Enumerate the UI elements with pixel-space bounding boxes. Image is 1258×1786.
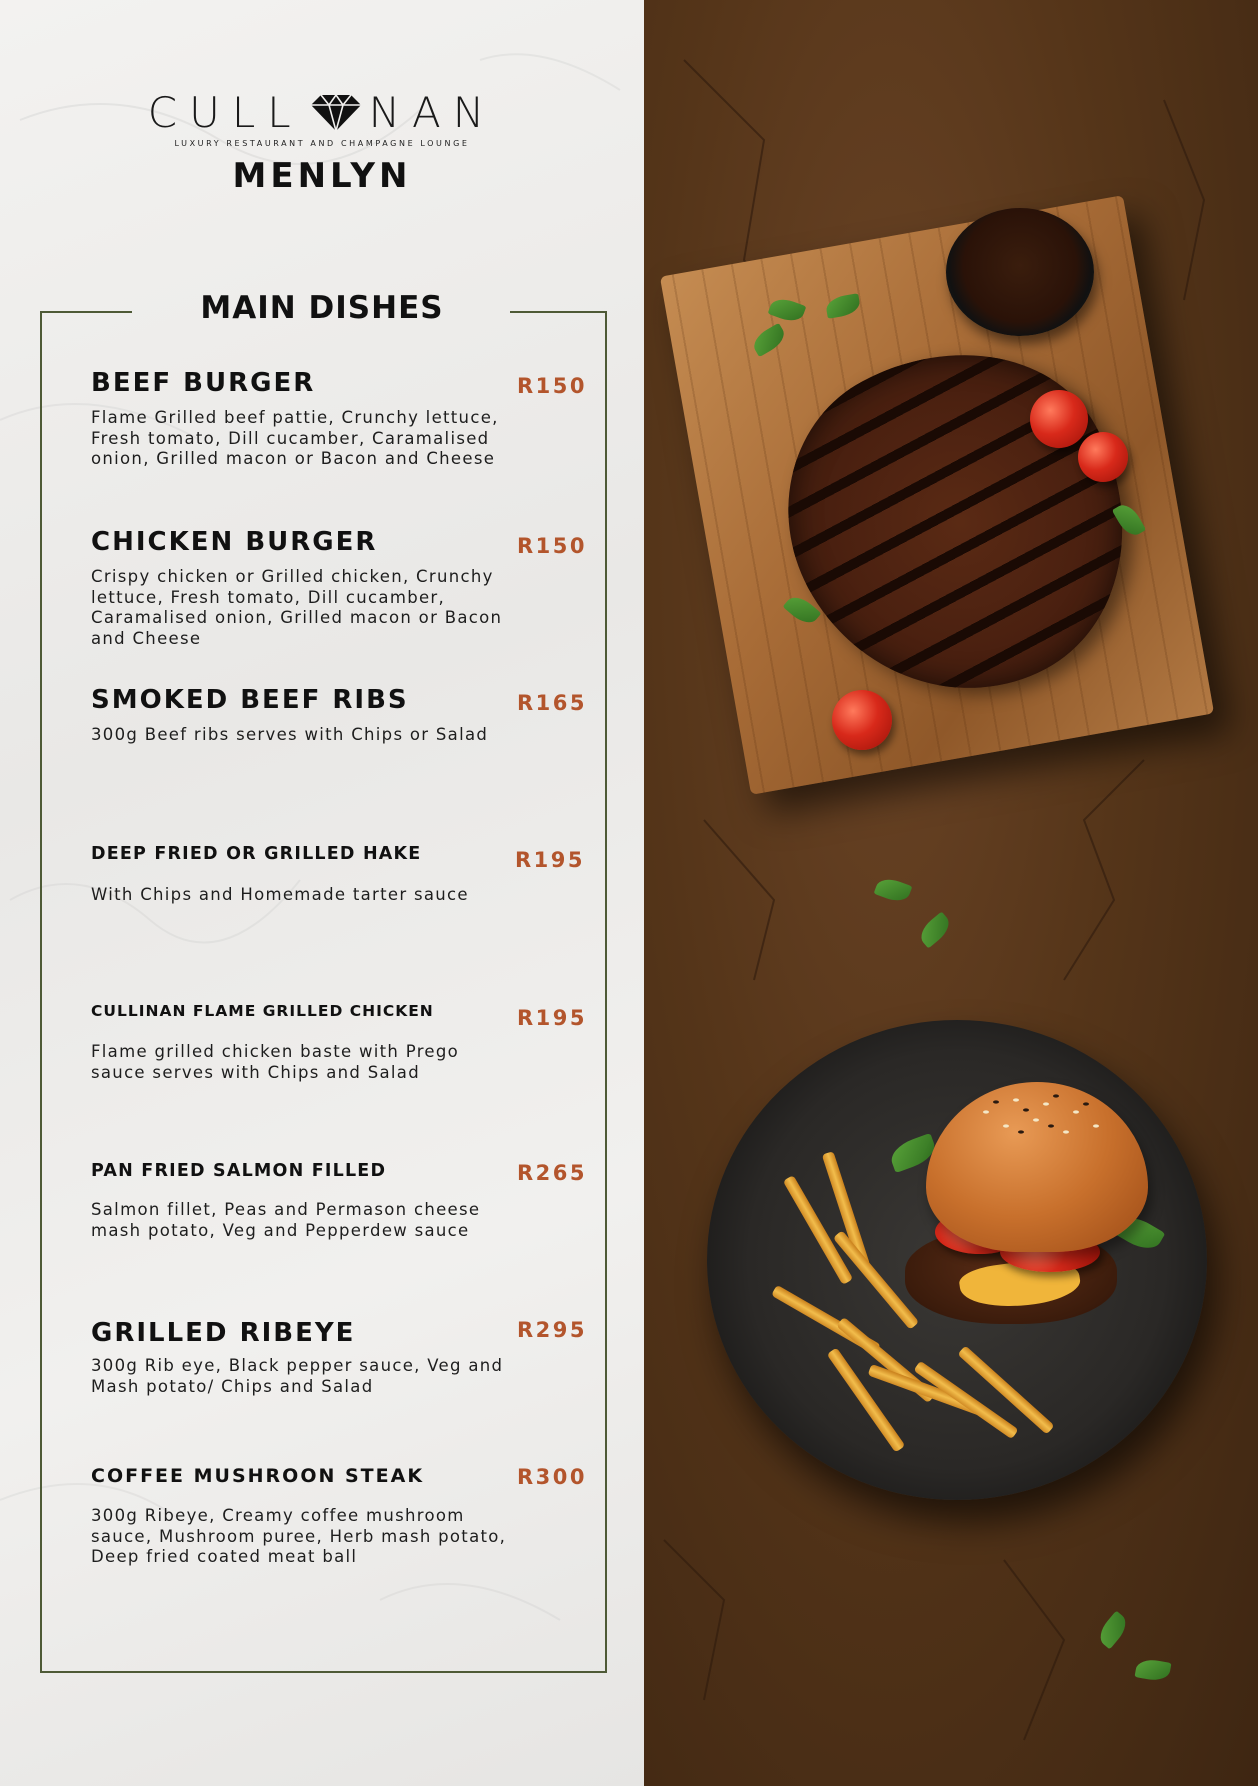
dish-name: CULLINAN FLAME GRILLED CHICKEN [91,1002,434,1020]
dish-description: 300g Rib eye, Black pepper sauce, Veg and Mash potato/ Chips and Salad [91,1356,504,1396]
brand-name-right: NAN [368,88,497,137]
menu-item [91,1465,601,1568]
dish-description: With Chips and Homemade tarter sauce [91,885,469,904]
menu-item [91,1161,601,1241]
frame-divider-left [40,311,132,313]
dish-price: R150 [516,374,587,398]
dish-name: CHICKEN BURGER [91,527,378,557]
dish-name: PAN FRIED SALMON FILLED [91,1161,387,1181]
menu-item [91,685,601,746]
menu-item [91,368,601,470]
menu-item [91,844,601,906]
diamond-icon [307,93,365,133]
frame-divider-right [510,311,607,313]
section-title: MAIN DISHES [200,290,444,326]
menu-item [91,1002,601,1083]
cherry-tomato [832,690,892,750]
dish-price: R165 [516,691,587,715]
dish-price: R295 [516,1318,587,1342]
brand-tagline: LUXURY RESTAURANT AND CHAMPAGNE LOUNGE [174,139,470,148]
dish-description: Flame grilled chicken baste with Prego sauce serves with Chips and Salad [91,1042,460,1082]
cherry-tomato [1030,390,1088,448]
dish-price: R265 [516,1161,587,1185]
dish-name: BEEF BURGER [91,368,316,398]
location-title: MENLYN [232,156,412,196]
dish-price: R300 [516,1465,587,1489]
brand-logo [148,88,496,137]
menu-item [91,1318,601,1397]
brand-name-left: CULL [147,88,303,137]
dish-name: SMOKED BEEF RIBS [91,685,409,715]
dish-name: COFFEE MUSHROON STEAK [91,1465,425,1487]
menu-item [91,527,601,649]
dish-description: 300g Beef ribs serves with Chips or Salad [91,725,489,744]
dish-name: DEEP FRIED OR GRILLED HAKE [91,844,422,864]
dish-description: Salmon fillet, Peas and Permason cheese mash potato, Veg and Pepperdew sauce [91,1200,481,1240]
dish-description: 300g Ribeye, Creamy coffee mushroom sauce, Mushroom puree, Herb mash potato, Deep fried coated meat ball [91,1506,507,1566]
brand-header [0,88,644,196]
dish-description: Flame Grilled beef pattie, Crunchy lettuce, Fresh tomato, Dill cucamber, Caramalised onion, Grilled macon or Bacon and Cheese [91,408,499,468]
cherry-tomato [1078,432,1128,482]
dish-price: R195 [514,848,585,872]
dish-name: GRILLED RIBEYE [91,1318,356,1348]
sesame-seeds [926,1082,1148,1202]
dish-price: R195 [516,1006,587,1030]
dish-description: Crispy chicken or Grilled chicken, Crunchy lettuce, Fresh tomato, Dill cucamber, Caramalised onion, Grilled macon or Bacon and Cheese [91,567,503,648]
dish-price: R150 [516,534,587,558]
